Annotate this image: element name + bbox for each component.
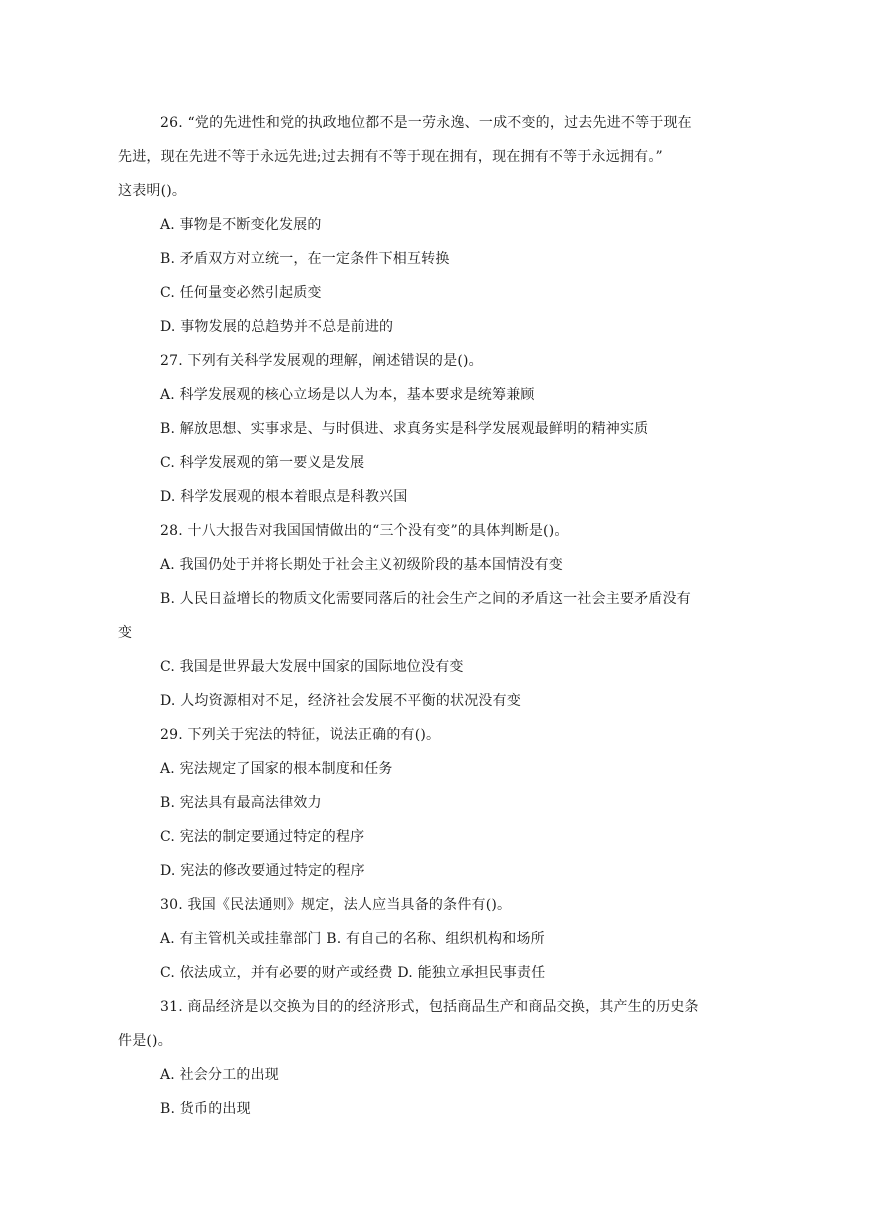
option-b: B. 矛盾双方对立统一，在一定条件下相互转换 [160, 251, 450, 267]
option-b: B. 宪法具有最高法律效力 [160, 795, 322, 811]
question-26 [118, 106, 728, 344]
option-a: A. 我国仍处于并将长期处于社会主义初级阶段的基本国情没有变 [160, 557, 564, 573]
option-b-continuation: 变 [118, 625, 133, 641]
question-29 [118, 718, 728, 888]
option-a: A. 科学发展观的核心立场是以人为本，基本要求是统筹兼顾 [160, 387, 535, 403]
option-b: B. 人民日益增长的物质文化需要同落后的社会生产之间的矛盾这一社会主要矛盾没有 [160, 591, 691, 607]
question-list [118, 106, 728, 1126]
question-stem: 28. 十八大报告对我国国情做出的“三个没有变”的具体判断是()。 [160, 523, 569, 539]
question-stem: 先进，现在先进不等于永远先进;过去拥有不等于现在拥有，现在拥有不等于永远拥有。” [118, 149, 663, 165]
option-a: A. 社会分工的出现 [160, 1067, 280, 1083]
option-c: C. 科学发展观的第一要义是发展 [160, 455, 365, 471]
option-d: D. 事物发展的总趋势并不总是前进的 [160, 319, 394, 335]
option-cd: C. 依法成立，并有必要的财产或经费 D. 能独立承担民事责任 [160, 965, 546, 981]
question-stem: 27. 下列有关科学发展观的理解，阐述错误的是()。 [160, 353, 483, 369]
question-stem: 29. 下列关于宪法的特征，说法正确的有()。 [160, 727, 441, 743]
option-a: A. 事物是不断变化发展的 [160, 217, 322, 233]
option-d: D. 人均资源相对不足，经济社会发展不平衡的状况没有变 [160, 693, 522, 709]
question-27 [118, 344, 728, 514]
question-stem: 件是()。 [118, 1033, 172, 1049]
option-a: A. 宪法规定了国家的根本制度和任务 [160, 761, 393, 777]
option-b: B. 货币的出现 [160, 1101, 251, 1117]
question-stem: 30. 我国《民法通则》规定，法人应当具备的条件有()。 [160, 897, 512, 913]
option-d: D. 宪法的修改要通过特定的程序 [160, 863, 365, 879]
question-stem: 这表明()。 [118, 183, 187, 199]
question-stem: 31. 商品经济是以交换为目的的经济形式，包括商品生产和商品交换，其产生的历史条 [160, 999, 699, 1015]
option-b: B. 解放思想、实事求是、与时俱进、求真务实是科学发展观最鲜明的精神实质 [160, 421, 649, 437]
option-ab: A. 有主管机关或挂靠部门 B. 有自己的名称、组织机构和场所 [160, 931, 545, 947]
option-c: C. 我国是世界最大发展中国家的国际地位没有变 [160, 659, 464, 675]
option-c: C. 任何量变必然引起质变 [160, 285, 322, 301]
option-d: D. 科学发展观的根本着眼点是科教兴国 [160, 489, 408, 505]
question-30 [118, 888, 728, 990]
question-31 [118, 990, 728, 1126]
question-28 [118, 514, 728, 718]
option-c: C. 宪法的制定要通过特定的程序 [160, 829, 365, 845]
question-stem: 26. “党的先进性和党的执政地位都不是一劳永逸、一成不变的，过去先进不等于现在 [160, 115, 692, 131]
